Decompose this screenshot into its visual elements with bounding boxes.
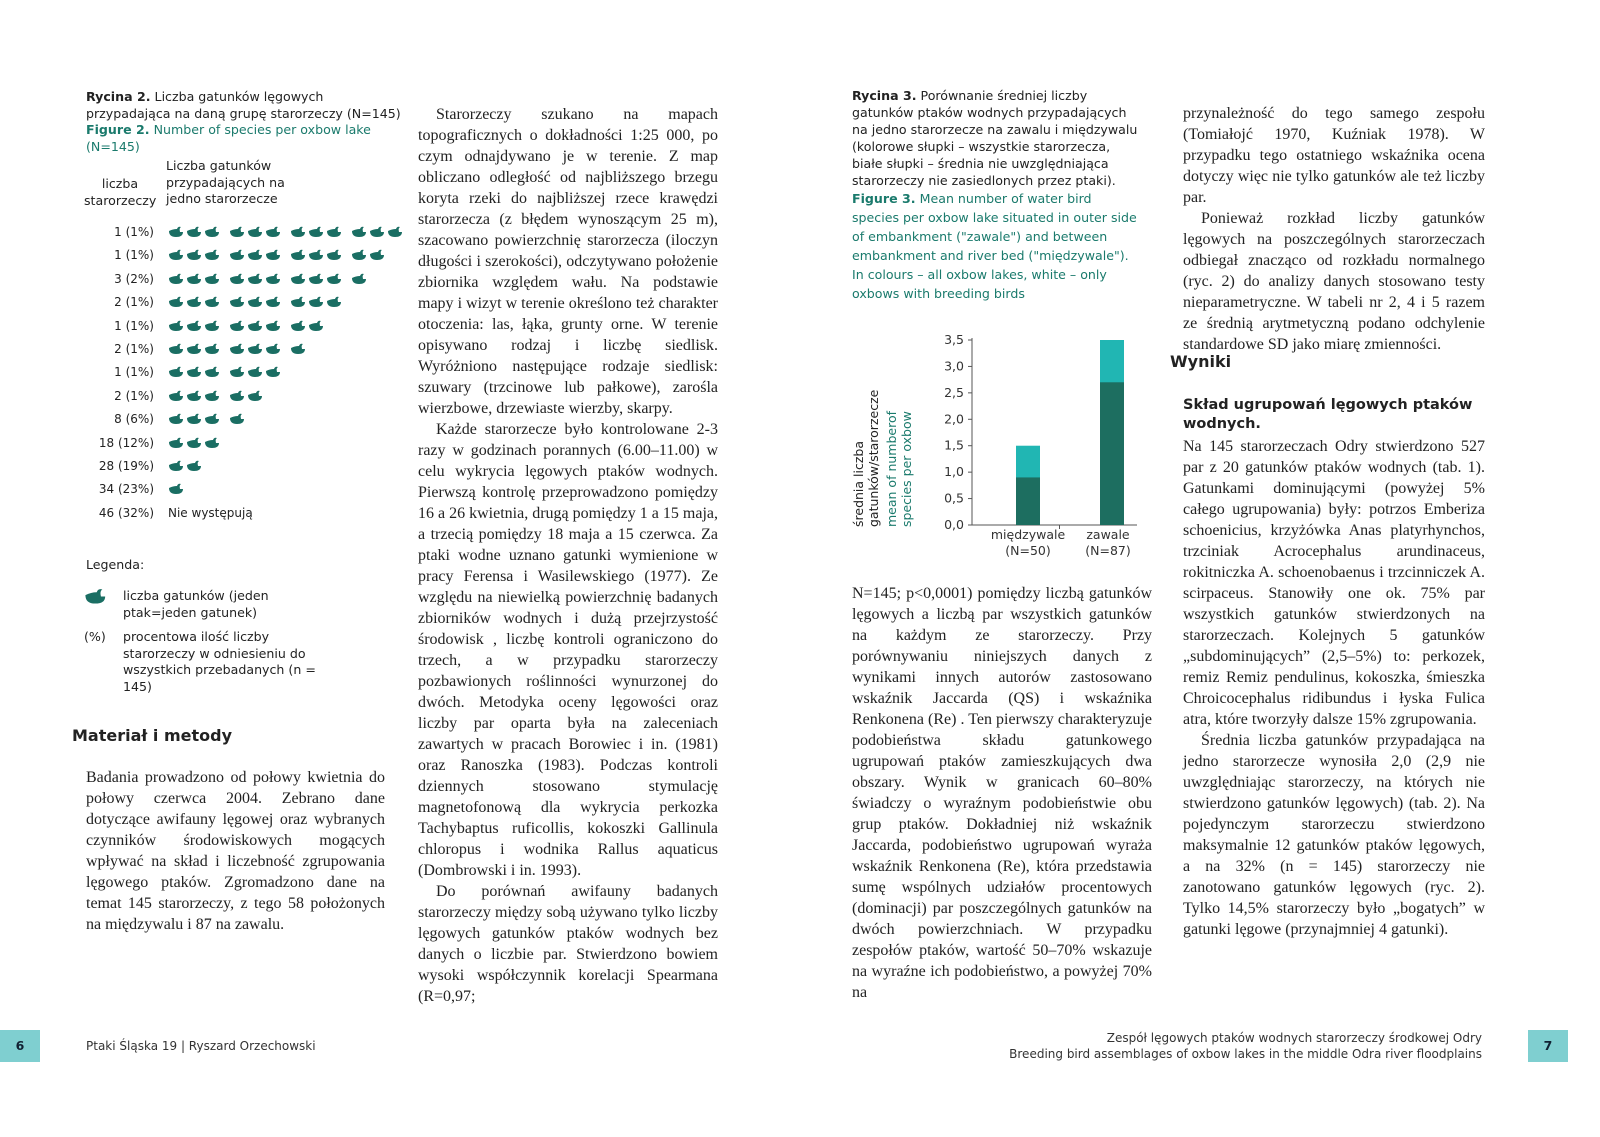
bird-icon	[308, 296, 326, 311]
figure2-caption-pl: Liczba gatunków lęgowych przypadająca na daną grupę starorzeczy (N=145)	[86, 89, 401, 121]
figure2-row-birds	[168, 366, 290, 381]
bird-icon	[308, 320, 326, 335]
bird-icon	[229, 366, 247, 381]
figure3-caption-en: Mean number of water bird species per oxbow lake situated in outer side of embankment ("zawale") and between embankment and river bed ("międzywale"). In colours – all oxbow lakes, white – only oxbows with breeding birds	[852, 191, 1137, 301]
bird-icon	[247, 390, 265, 405]
bird-icon	[204, 273, 229, 288]
bird-icon	[204, 320, 229, 335]
bird-icon	[308, 273, 326, 288]
figure2-label-pl: Rycina 2.	[86, 89, 151, 104]
bird-icon	[265, 226, 290, 241]
results-body	[1183, 436, 1485, 940]
figure3-caption-pl: Porównanie średniej liczby gatunków ptaków wodnych przypadających na jedno starorzecze na zawalu i międzywalu (kolorowe słupki – wszystkie starorzecza, białe słupki – średnia nie uwzględniająca starorzeczy nie zasiedlonych przez ptaki).	[852, 88, 1138, 188]
results-subheading: Skład ugrupowań lęgowych ptaków wodnych.	[1183, 397, 1473, 432]
figure3-chart	[845, 326, 1145, 566]
bird-icon	[247, 226, 265, 241]
page-number-left: 6	[0, 1030, 40, 1062]
figure2-row-count: 2 (1%)	[114, 295, 154, 310]
bird-icon	[168, 273, 186, 288]
y-tick-label: 2,0	[944, 411, 964, 427]
body-paragraph: Średnia liczba gatunków przypadająca na jedno starorzecze wynosiła 2,0 (2,9 nie uwzględniając starorzeczy, na których nie stwierdzono gatunków lęgowych) (tab. 2). Na pojedynczym starorzeczu stwierdzono maksymalnie 12 gatunków ptaków lęgowych, a na 32% (n = 145) starorzeczy nie zanotowano gatunków lęgowych (ryc. 2). Tylko 14,5% starorzeczy było „bogatych” w gatunki lęgowe (przynajmniej 4 gatunki).	[1183, 732, 1485, 938]
footer-left: Ptaki Śląska 19 | Ryszard Orzechowski	[86, 1039, 316, 1053]
bird-icon	[326, 273, 351, 288]
bird-icon	[229, 343, 247, 358]
bird-icon	[308, 226, 326, 241]
figure2-row-count: 2 (1%)	[114, 388, 154, 403]
figure2-row	[90, 362, 390, 382]
methods-paragraph: Starorzeczy szukano na mapach topograficznych o dokładności 1:25 000, po czym odnajdywano je w terenie. Z map obliczano odległość od najbliższego brzegu koryta rzeki do najbliższej rzece krawędzi starorzecza (z błędem wynoszącym 25 m), szacowano powierzchnię starorzecza (iloczyn długości i szerokości), odczytywano położenie zbiornika względem wału. Na podstawie mapy i wizyt w terenie określono też charakter otoczenia: las, łąka, grunty orne. W terenie opisywano rodzaj i liczbę siedlisk. Wyróżniono następujące rodzaje siedlisk: szuwary (trzcinowe lub pałkowe), zarośla wierzbowe, drzewiaste wierzby, skarpy.	[418, 106, 718, 417]
bird-icon	[186, 390, 204, 405]
legend-title: Legenda:	[86, 557, 145, 572]
bird-icon	[229, 249, 247, 264]
bird-icon	[204, 390, 229, 405]
figure2-row	[90, 269, 390, 289]
bird-icon	[229, 273, 247, 288]
bird-icon	[265, 249, 290, 264]
bird-icon	[290, 273, 308, 288]
bird-icon	[168, 483, 186, 498]
figure3-label-pl: Rycina 3.	[852, 88, 917, 103]
figure2-row-birds	[168, 249, 387, 264]
bird-icon	[290, 226, 308, 241]
figure2-row	[90, 316, 390, 336]
body-col3	[852, 583, 1152, 1003]
figure2-row-count: 3 (2%)	[114, 271, 154, 286]
figure2-row-count: 1 (1%)	[114, 248, 154, 263]
bird-icon	[229, 390, 247, 405]
footer-right-pl: Zespół lęgowych ptaków wodnych starorzeczy środkowej Odry	[1106, 1031, 1482, 1045]
figure3-caption	[852, 87, 1140, 303]
figure2-row	[90, 433, 390, 453]
figure2-row	[90, 339, 390, 359]
legend-pct-symbol: (%)	[84, 629, 106, 644]
bird-icon	[290, 343, 308, 358]
bird-icon	[186, 320, 204, 335]
bird-icon	[168, 343, 186, 358]
bird-icon	[247, 320, 265, 335]
figure2-row-count: 34 (23%)	[98, 482, 154, 497]
x-tick-label: (N=50)	[1005, 543, 1051, 558]
y-tick-label: 0,0	[944, 517, 964, 532]
bird-icon	[186, 273, 204, 288]
figure2-row-count: 1 (1%)	[114, 318, 154, 333]
footer-right-en: Breeding bird assemblages of oxbow lakes in the middle Odra river floodplains	[1009, 1047, 1482, 1061]
bird-icon	[369, 249, 387, 264]
figure2-row-birds	[168, 413, 247, 428]
figure3-label-en: Figure 3.	[852, 191, 916, 206]
figure2-row	[90, 222, 390, 242]
bird-icon	[168, 390, 186, 405]
bird-icon	[204, 226, 229, 241]
bird-icon	[369, 226, 387, 241]
bird-icon	[326, 226, 351, 241]
bird-icon	[387, 226, 412, 241]
figure2-row	[90, 245, 390, 265]
x-tick-label: międzywale	[990, 527, 1066, 542]
body-paragraph: przynależność do tego samego zespołu (Tomiałojć 1970, Kuźniak 1978). W przypadku tego ostatniego wskaźnika ocena dotyczy więc nie tylko gatunków ale też liczby par.	[1183, 105, 1485, 206]
bird-icon	[168, 320, 186, 335]
figure2-row-birds	[168, 226, 412, 241]
figure2-row-birds	[168, 507, 253, 520]
bird-icon	[247, 249, 265, 264]
bird-icon	[247, 343, 265, 358]
bird-icon	[186, 366, 204, 381]
bird-icon	[186, 437, 204, 452]
bird-icon	[168, 366, 186, 381]
bird-icon	[290, 320, 308, 335]
figure2-caption	[86, 89, 406, 155]
bird-icon	[265, 273, 290, 288]
bird-icon	[204, 296, 229, 311]
bird-icon	[265, 366, 290, 381]
bird-icon	[290, 296, 308, 311]
figure2-col2-header: Liczba gatunków przypadających na jedno starorzecze	[166, 158, 285, 206]
figure2-row	[90, 479, 390, 499]
results-heading: Wyniki	[1170, 352, 1232, 371]
figure2-row-count: 46 (32%)	[98, 505, 154, 520]
figure2-row-label: Nie występują	[168, 505, 253, 520]
methods-body-col1	[86, 767, 385, 935]
y-axis-label-pl: średnia liczbagatunków/starorzecze	[851, 389, 881, 527]
figure2-row-birds	[168, 390, 265, 405]
y-tick-label: 1,5	[944, 437, 964, 453]
figure2-row-count: 2 (1%)	[114, 342, 154, 356]
bird-icon	[204, 437, 229, 452]
bird-icon	[351, 226, 369, 241]
bird-icon	[204, 413, 229, 428]
figure2-row-birds	[168, 460, 204, 475]
bird-icon	[265, 320, 290, 335]
figure2-row-birds	[168, 296, 351, 311]
bird-icon	[186, 343, 204, 358]
bird-icon	[351, 249, 369, 264]
bird-icon	[308, 249, 326, 264]
bird-icon	[351, 273, 369, 288]
figure2-row-count: 8 (6%)	[114, 412, 154, 427]
methods-heading: Materiał i metody	[72, 726, 232, 745]
y-tick-label: 3,5	[944, 332, 964, 347]
bird-icon	[168, 226, 186, 241]
y-tick-label: 0,5	[944, 490, 964, 506]
methods-paragraph: Do porównań awifauny badanych starorzeczy między sobą używano tylko liczby lęgowych gatunków ptaków wodnych bez danych o liczbie par. Stwierdzono bowiem wysoki współczynnik korelacji Spearmana (R=0,97;	[418, 883, 718, 1005]
y-tick-label: 1,0	[944, 464, 964, 480]
bird-icon	[326, 249, 351, 264]
bird-icon	[186, 413, 204, 428]
x-tick-label: zawale	[1086, 527, 1130, 542]
x-tick-label: (N=87)	[1085, 543, 1131, 558]
bird-icon	[186, 249, 204, 264]
figure2-col1-header: liczba starorzeczy	[84, 176, 157, 208]
figure2-row	[90, 409, 390, 429]
figure2-row	[90, 386, 390, 406]
bird-icon	[168, 413, 186, 428]
bird-icon	[265, 296, 290, 311]
figure2-label-en: Figure 2.	[86, 122, 150, 137]
bird-icon	[290, 249, 308, 264]
bird-icon	[204, 366, 229, 381]
bird-icon	[186, 460, 204, 475]
page-number-right: 7	[1528, 1030, 1568, 1062]
figure2-row-birds	[168, 320, 326, 335]
figure2-row-birds	[168, 483, 186, 498]
methods-paragraph: Każde starorzecze było kontrolowane 2-3 razy w godzinach porannych (6.00–11.00) w celu wykrycia lęgowych ptaków wodnych. Pierwszą kontrolę przeprowadzono pomiędzy 16 a 26 kwietnia, drugą pomiędzy 1 a 15 maja, a trzecią pomiędzy 18 maja a 15 czerwca. Za ptaki wodne uznano gatunki wymienione w pracy Ferensa i Wasilewskiego (1977). Ze względu na niewielką powierzchnię badanych zbiorników wodnych i dużą przejrzystość środowisk , liczbę kontroli ograniczono do trzech, a w przypadku starorzeczy pozbawionych roślinności wynurzonej do dwóch. Metodyka oceny lęgowości oraz liczby par oparta była na zaleceniach zawartych w pracach Borowiec i in. (1981) oraz Ranoszka (1983). Podczas kontroli dziennych stosowano stymulację magnetofonową dla wykrycia perkozka Tachybaptus ruficollis, kokoszki Gallinula chloropus i wodnika Rallus aquaticus (Dombrowski i in. 1993).	[418, 421, 718, 879]
bar-all-oxbows	[1016, 477, 1040, 525]
bird-icon	[168, 460, 186, 475]
bird-icon	[186, 296, 204, 311]
figure2-row-birds	[168, 437, 229, 452]
body-paragraph: Na 145 starorzeczach Odry stwierdzono 527 par z 20 gatunków ptaków wodnych (tab. 1). Gatunkami dominującymi (powyżej 5% całego ugrupowania) były: potrzos Emberiza schoenicius, krzyżówka Anas platyrhynchos, trzciniak Acrocephalus arundinaceus, rokitniczka A. schoenobaenus i trzcinniczek A. scirpaceus. Stanowiły one ok. 75% par wszystkich gatunków stwierdzonych na starorzeczach. Kolejnych 5 gatunków „subdominujących” (2,5–5%) to: perkozek, remiz Remiz pendulinus, kokoszka, śmieszka Chroicocephalus ridibundus i łyska Fulica atra, które tworzyły dalsze 15% zgrupowania.	[1183, 438, 1485, 728]
figure2-row-count: 1 (1%)	[114, 225, 154, 239]
bird-icon	[229, 296, 247, 311]
bird-icon	[326, 296, 351, 311]
bird-icon	[168, 296, 186, 311]
bird-icon	[247, 273, 265, 288]
y-tick-label: 3,0	[944, 358, 964, 374]
bird-icon	[229, 320, 247, 335]
bird-icon	[247, 366, 265, 381]
y-axis-label-en: mean of numberofspecies per oxbow	[884, 410, 914, 527]
methods-body-col2	[418, 104, 718, 1007]
figure2-row	[90, 292, 390, 312]
bird-icon	[204, 343, 229, 358]
figure2-caption-en: Number of species per oxbow lake (N=145)	[86, 122, 371, 154]
methods-paragraph: Badania prowadzono od połowy kwietnia do połowy czerwca 2004. Zebrano dane dotyczące awifauny lęgowej oraz wybranych czynników środowiskowych mogących wpływać na skład i liczebność zgrupowania lęgowego ptaków. Zgromadzono dane na temat 145 starorzeczy, z tego 58 położonych na międzywalu i 87 na zawalu.	[86, 769, 385, 933]
bird-icon	[229, 413, 247, 428]
figure2-row-birds	[168, 273, 369, 288]
figure2-row-count: 18 (12%)	[98, 435, 154, 450]
bird-icon	[265, 343, 290, 358]
legend-pct-text: procentowa ilość liczby starorzeczy w odniesieniu do wszystkich przebadanych (n = 145)	[123, 629, 316, 694]
figure2-row	[90, 503, 390, 523]
figure2-row-birds	[168, 343, 308, 358]
body-paragraph: Ponieważ rozkład liczby gatunków lęgowych na poszczególnych starorzeczach odbiegał znacząco od rozkładu normalnego (ryc. 2) do analizy danych stosowano testy nieparametryczne. W tabeli nr 2, 4 i 5 razem ze średnią arytmetyczną podano odchylenie standardowe SD jako miarę zmienności.	[1183, 210, 1485, 353]
bird-icon	[186, 226, 204, 241]
bar-all-oxbows	[1100, 382, 1124, 525]
figure2-row-count: 28 (19%)	[98, 459, 154, 473]
bird-icon	[204, 249, 229, 264]
body-paragraph: N=145; p<0,0001) pomiędzy liczbą gatunków lęgowych a liczbą par wszystkich gatunków na każdym ze starorzeczy. Przy porównywaniu niniejszych danych z wynikami innych autorów zastosowano wskaźnik Jaccarda (QS) i wskaźnika Renkonena (Re) . Ten pierwszy charakteryzuje podobieństwa składu gatunkowego ugrupowań ptaków zamieszkujących dwa obszary. Wynik w granicach 60–80% świadczy o wyraźnym podobieństwie obu grup ptaków. Dokładniej niż wskaźnik Jaccarda, podobieństwo ugrupowań wyraża wskaźnik Renkonena (Re), która przedstawia sumę wspólnych udziałów procentowych (dominacji) par poszczególnych gatunków na dwóch powierzchniach. W przypadku zespołów ptaków, wartość 50–70% wskazuje na wyraźne ich podobieństwo, a powyżej 70% na	[852, 585, 1152, 1001]
legend-bird-text: liczba gatunków (jeden ptak=jeden gatunek)	[123, 588, 269, 620]
body-col4	[1183, 103, 1485, 355]
bird-icon	[247, 296, 265, 311]
y-tick-label: 2,5	[944, 384, 964, 400]
bird-icon	[229, 226, 247, 241]
legend-bird-icon	[84, 588, 108, 605]
figure2-row	[90, 456, 390, 476]
bird-icon	[168, 437, 186, 452]
figure2-row-count: 1 (1%)	[114, 365, 154, 380]
bird-icon	[168, 249, 186, 264]
